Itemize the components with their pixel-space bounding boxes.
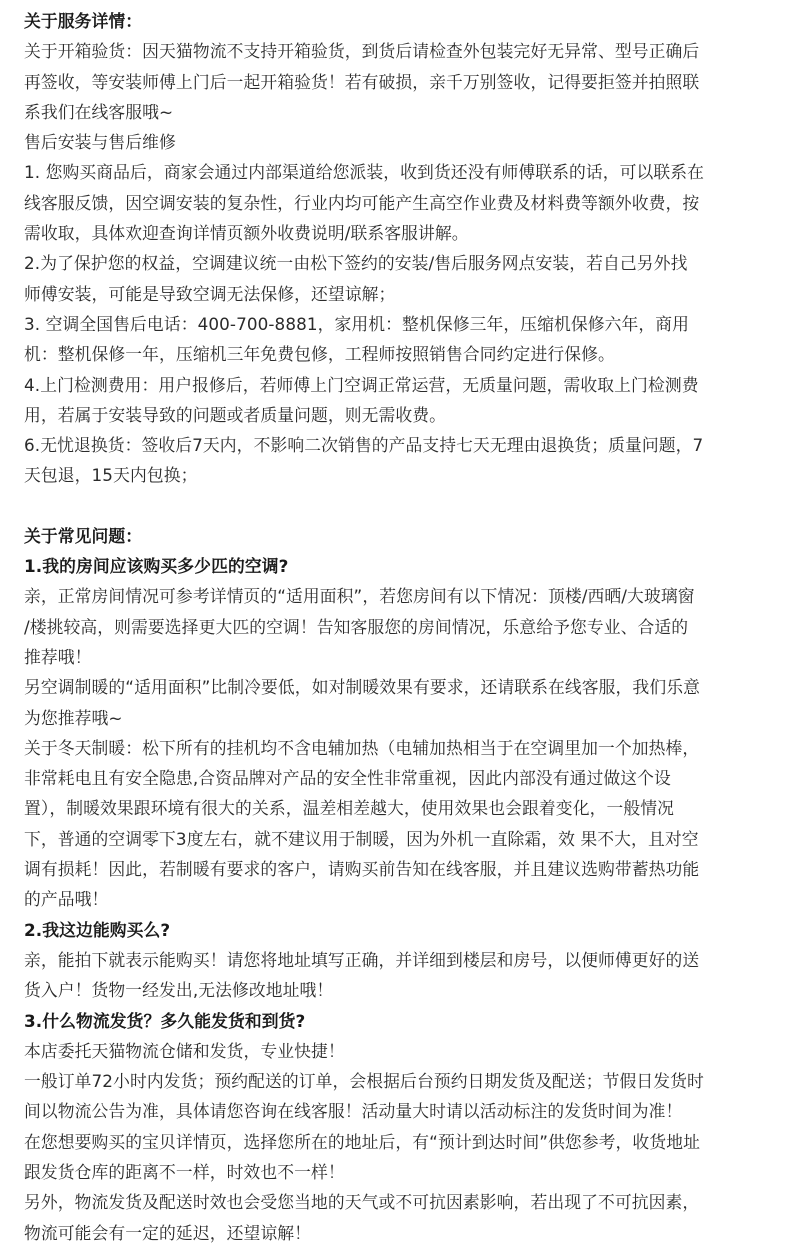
service-section (24, 6, 776, 491)
service-line: 系我们在线客服哦~ (24, 101, 174, 122)
faq-answer-line: 物流可能会有一定的延迟，还望谅解！ (24, 1222, 311, 1243)
faq-answer-line: 间以物流公告为准，具体请您咨询在线客服！活动量大时请以活动标注的发货时间为准！ (24, 1101, 683, 1122)
faq-answer-line: 亲，正常房间情况可参考详情页的“适用面积”，若您房间有以下情况：顶楼/西晒/大玻璃窗 (24, 586, 695, 607)
faq-answer-line: 调有损耗！因此，若制暖有要求的客户，请购买前告知在线客服，并且建议选购带蓄热功能 (24, 859, 700, 880)
service-line: 线客服反馈，因空调安装的复杂性，行业内均可能产生高空作业费及材料费等额外收费，按 (24, 192, 700, 213)
faq-answer-line: 本店委托天猫物流仓储和发货，专业快捷！ (24, 1040, 345, 1061)
faq-answer-line: 下，普通的空调零下3度左右，就不建议用于制暖，因为外机一直除霜，效 果不大，且对空 (24, 828, 699, 849)
faq-answer-line: 推荐哦！ (24, 646, 92, 667)
service-line: 4.上门检测费用：用户报修后，若师傅上门空调正常运营，无质量问题，需收取上门检测费 (24, 374, 699, 395)
faq-section (24, 521, 776, 1248)
faq-answer-line: 一般订单72小时内发货；预约配送的订单，会根据后台预约日期发货及配送；节假日发货时 (24, 1071, 704, 1092)
faq-answer-line: 为您推荐哦~ (24, 707, 123, 728)
faq-heading: 关于常见问题： (24, 525, 143, 546)
faq-question-1: 1.我的房间应该购买多少匹的空调? (24, 556, 289, 577)
service-line: 2.为了保护您的权益，空调建议统一由松下签约的安装/售后服务网点安装，若自己另外找 (24, 253, 688, 274)
section-spacer (24, 491, 776, 521)
faq-answer-line: 亲，能拍下就表示能购买！请您将地址填写正确，并详细到楼层和房号，以便师傅更好的送 (24, 949, 700, 970)
service-line: 机：整机保修一年，压缩机三年免费包修，工程师按照销售合同约定进行保修。 (24, 344, 615, 365)
faq-question-2: 2.我这边能购买么? (24, 919, 171, 940)
faq-answer-line: 跟发货仓库的距离不一样，时效也不一样！ (24, 1161, 345, 1182)
faq-answer-line: 非常耗电且有安全隐患,合资品牌对产品的安全性非常重视，因此内部没有通过做这个设 (24, 768, 671, 789)
faq-answer-line: 另空调制暖的“适用面积”比制冷要低，如对制暖效果有要求，还请联系在线客服，我们乐意 (24, 677, 700, 698)
service-line: 售后安装与售后维修 (24, 132, 176, 153)
service-line: 再签收，等安装师傅上门后一起开箱验货！若有破损，亲千万别签收，记得要拒签并拍照联 (24, 71, 700, 92)
faq-answer-line: 关于冬天制暖：松下所有的挂机均不含电辅加热（电辅加热相当于在空调里加一个加热棒， (24, 737, 700, 758)
service-line: 3. 空调全国售后电话：400-700-8881，家用机：整机保修三年，压缩机保修六年，商用 (24, 313, 690, 334)
faq-answer-line: 的产品哦！ (24, 889, 109, 910)
faq-question-3: 3.什么物流发货？多久能发货和到货? (24, 1010, 306, 1031)
service-line: 天包退，15天内包换； (24, 465, 198, 486)
service-line: 6.无忧退换货：签收后7天内，不影响二次销售的产品支持七天无理由退换货；质量问题，7 (24, 435, 704, 456)
service-heading: 关于服务详情： (24, 11, 143, 31)
faq-answer-line: 在您想要购买的宝贝详情页，选择您所在的地址后，有“预计到达时间”供您参考，收货地址 (24, 1131, 700, 1152)
service-line: 关于开箱验货：因天猫物流不支持开箱验货，到货后请检查外包装完好无异常、型号正确后 (24, 41, 700, 62)
faq-answer-line: 货入户！货物一经发出,无法修改地址哦！ (24, 980, 334, 1001)
service-line: 用，若属于安装导致的问题或者质量问题，则无需收费。 (24, 404, 447, 425)
faq-answer-line: 置），制暖效果跟环境有很大的关系，温差相差越大，使用效果也会跟着变化，一般情况 (24, 798, 674, 819)
service-line: 师傅安装，可能是导致空调无法保修，还望谅解； (24, 283, 396, 304)
faq-answer-line: 另外，物流发货及配送时效也会受您当地的天气或不可抗因素影响，若出现了不可抗因素， (24, 1192, 700, 1213)
service-line: 需收取，具体欢迎查询详情页额外收费说明/联系客服讲解。 (24, 223, 469, 244)
service-line: 1. 您购买商品后，商家会通过内部渠道给您派装，收到货还没有师傅联系的话，可以联系在 (24, 162, 705, 183)
faq-answer-line: /楼挑较高，则需要选择更大匹的空调！告知客服您的房间情况，乐意给予您专业、合适的 (24, 616, 689, 637)
